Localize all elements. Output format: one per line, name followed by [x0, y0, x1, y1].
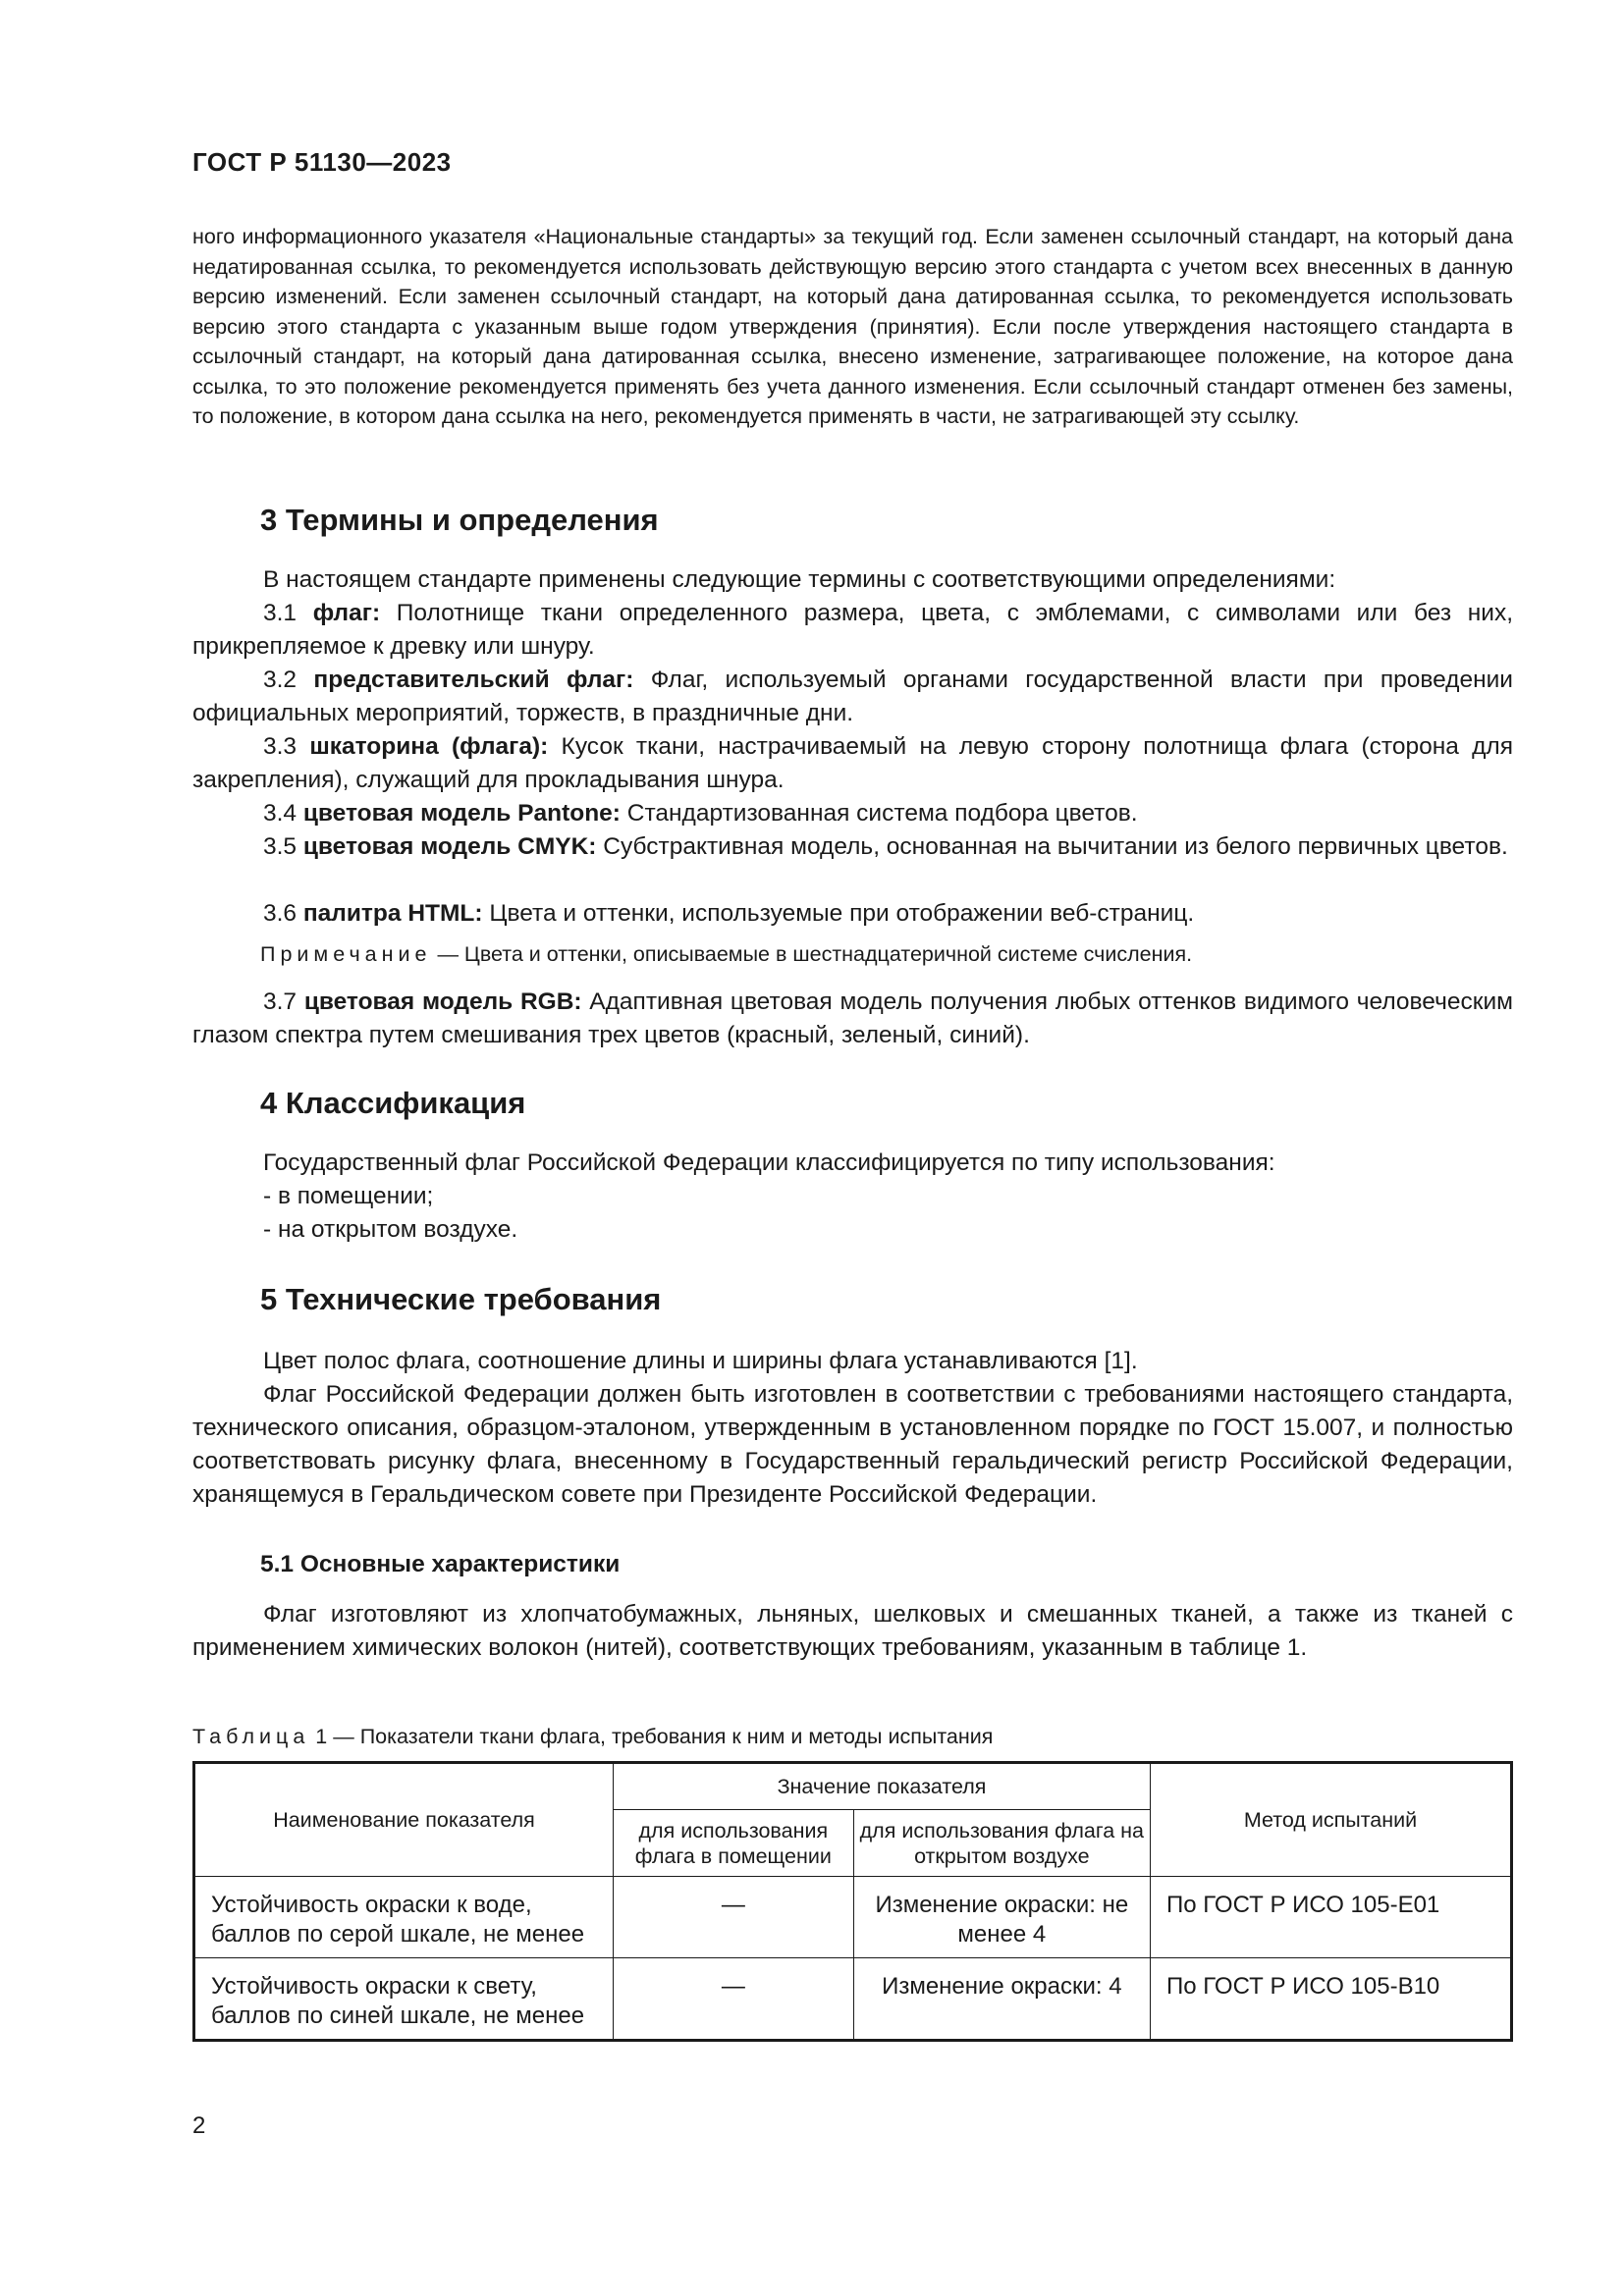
cell-test-method: По ГОСТ Р ИСО 105-Е01 — [1151, 1877, 1512, 1958]
section-4-heading: 4 Классификация — [260, 1086, 526, 1120]
table-row — [194, 1877, 1512, 1958]
page-number: 2 — [192, 2112, 206, 2139]
cell-indoor-value: — — [614, 1958, 854, 2041]
cell-indicator-name: Устойчивость окраски к свету, баллов по синей шкале, не менее — [194, 1958, 614, 2041]
section-5-heading: 5 Технические требования — [260, 1282, 662, 1316]
header-value-group: Значение показателя — [614, 1763, 1151, 1810]
document-code: ГОСТ Р 51130—2023 — [192, 147, 452, 177]
subsection-5-1-paragraph: Флаг изготовляют из хлопчатобумажных, льняных, шелковых и смешанных тканей, а также из тканей с применением химических волокон (нитей), соответствующих требованиям, указанным в таблице 1. — [192, 1601, 1513, 1661]
classification-item-indoor: - в помещении; — [263, 1183, 434, 1209]
section-5-paragraph-1: Цвет полос флага, соотношение длины и ширины флага устанавливаются [1]. — [263, 1348, 1138, 1374]
header-indicator-name: Наименование показателя — [194, 1763, 614, 1877]
table-row — [194, 1958, 1512, 2041]
header-test-method: Метод испытаний — [1151, 1763, 1512, 1877]
cell-outdoor-value: Изменение окраски: 4 — [853, 1958, 1150, 2041]
term-3-1: 3.1 флаг: Полотнище ткани определенного размера, цвета, с эмблемами, с символами или без них, прикрепляемое к древку или шнуру. — [192, 600, 1514, 660]
table-caption: Таблица 1 — Показатели ткани флага, требования к ним и методы испытания — [192, 1725, 994, 1748]
indicators-table — [192, 1761, 1513, 2042]
term-3-3: 3.3 шкаторина (флага): Кусок ткани, настрачиваемый на левую сторону полотнища флага (сторона для закрепления), служащий для прокладывания шнура. — [192, 733, 1513, 793]
header-indoor: для использования флага в помещении — [614, 1810, 854, 1877]
term-3-5: 3.5 цветовая модель CMYK: Субстрактивная модель, основанная на вычитании из белого первичных цветов. — [263, 833, 1508, 860]
header-outdoor: для использования флага на открытом воздухе — [853, 1810, 1150, 1877]
note: Примечание — Цвета и оттенки, описываемые в шестнадцатеричной системе счисления. — [260, 942, 1193, 966]
section-3-heading: 3 Термины и определения — [260, 503, 659, 537]
cell-indicator-name: Устойчивость окраски к воде, баллов по серой шкале, не менее — [194, 1877, 614, 1958]
intro-paragraph: ного информационного указателя «Национальные стандарты» за текущий год. Если заменен ссылочный стандарт, на который дана недатированная ссылка, то рекомендуется использовать действующую версию этого стандарта с учетом всех внесенных в данную версию изменений. Если заменен ссылочный стандарт, на который дана датированная ссылка, то рекомендуется использовать версию этого стандарта с указанным выше годом утверждения (принятия). Если после утверждения настоящего стандарта в ссылочный стандарт, на который дана датированная ссылка, внесено изменение, затрагивающее положение, на которое дана ссылка, то это положение рекомендуется применять без учета данного изменения. Если ссылочный стандарт отменен без замены, то положение, в котором дана ссылка на него, рекомендуется применять в части, не затрагивающей эту ссылку. — [192, 225, 1513, 428]
cell-indoor-value: — — [614, 1877, 854, 1958]
cell-outdoor-value: Изменение окраски: не менее 4 — [853, 1877, 1150, 1958]
term-3-6: 3.6 палитра HTML: Цвета и оттенки, используемые при отображении веб-страниц. — [263, 900, 1195, 927]
classification-item-outdoor: - на открытом воздухе. — [263, 1216, 518, 1243]
cell-test-method: По ГОСТ Р ИСО 105-В10 — [1151, 1958, 1512, 2041]
term-3-4: 3.4 цветовая модель Pantone: Стандартизованная система подбора цветов. — [263, 800, 1138, 827]
section-4-lead: Государственный флаг Российской Федерации классифицируется по типу использования: — [263, 1149, 1275, 1176]
subsection-5-1-heading: 5.1 Основные характеристики — [260, 1551, 621, 1577]
term-3-2: 3.2 представительский флаг: Флаг, используемый органами государственной власти при проведении официальных мероприятий, торжеств, в праздничные дни. — [192, 667, 1513, 726]
term-3-7: 3.7 цветовая модель RGB: Адаптивная цветовая модель получения любых оттенков видимого человеческим глазом спектра путем смешивания трех цветов (красный, зеленый, синий). — [192, 988, 1514, 1048]
section-5-paragraph-2: Флаг Российской Федерации должен быть изготовлен в соответствии с требованиями настоящего стандарта, технического описания, образцом-эталоном, утвержденным в установленном порядке по ГОСТ 15.007, и полностью соответствовать рисунку флага, внесенному в Государственный геральдический регистр Российской Федерации, хранящемуся в Геральдическом совете при Президенте Российской Федерации. — [192, 1381, 1513, 1508]
section-3-lead: В настоящем стандарте применены следующие термины с соответствующими определениями: — [263, 566, 1336, 593]
